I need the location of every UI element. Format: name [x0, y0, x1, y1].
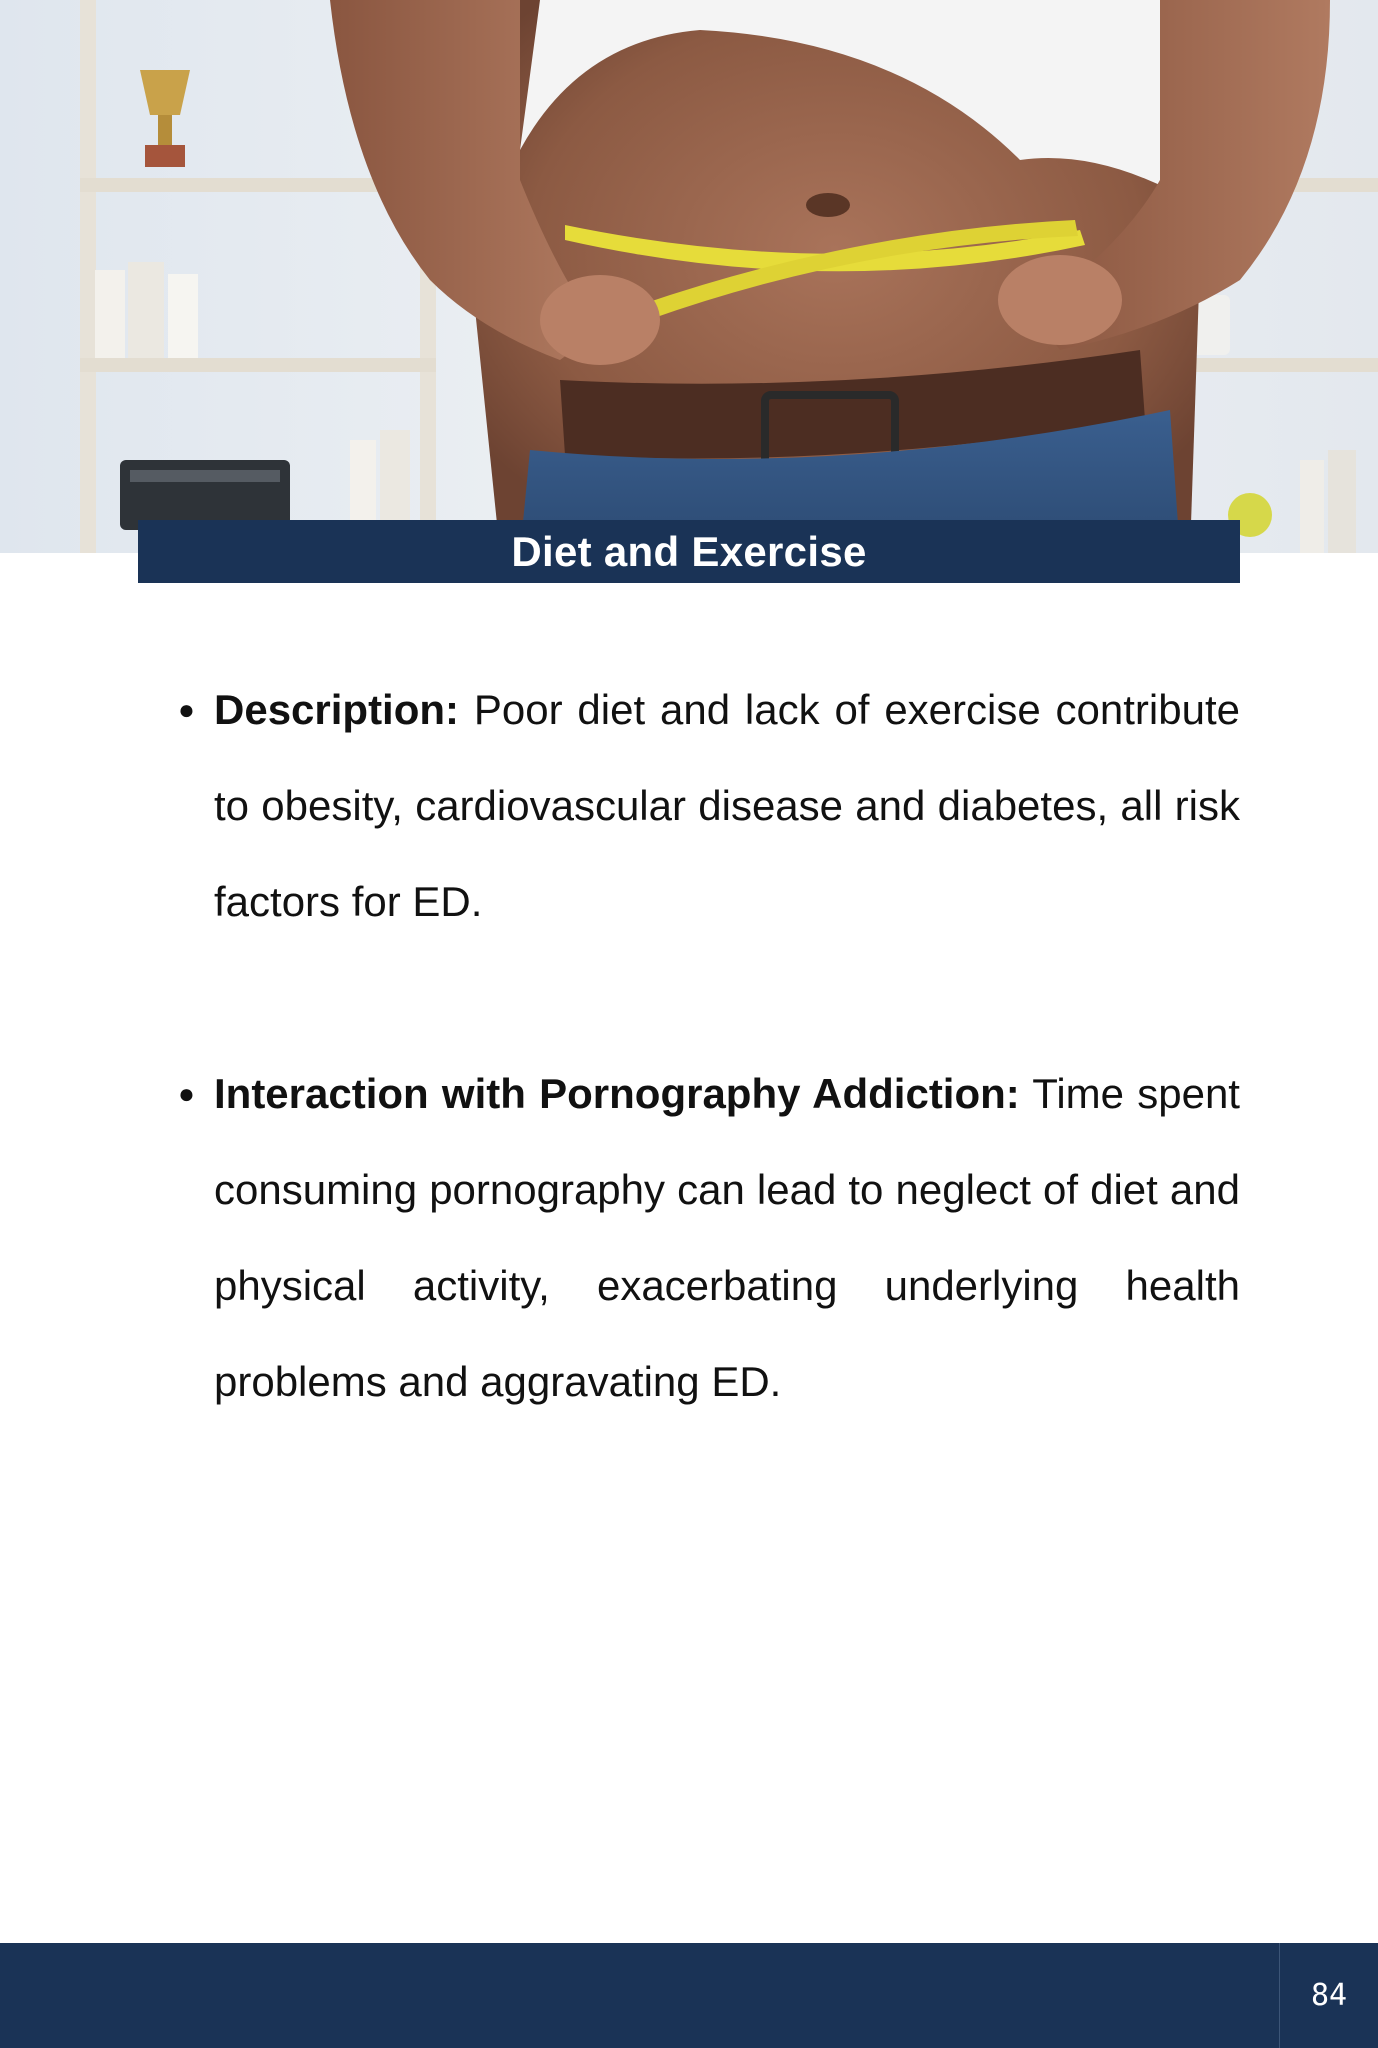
bullet-dot-icon: ● — [178, 694, 195, 725]
section-title-bar — [138, 520, 1240, 583]
bullet-label: Description: — [214, 686, 460, 733]
waist-measurement-photo — [0, 0, 1378, 553]
section-title: Diet and Exercise — [511, 527, 867, 575]
hero-image — [0, 0, 1378, 553]
bullet-interaction — [170, 1046, 1240, 1430]
bullet-list — [170, 662, 1240, 1430]
bullet-text: Poor diet and lack of exercise contribute to obesity, cardiovascular disease and diabetes, all risk factors for ED. — [214, 686, 1240, 925]
bullet-dot-icon: ● — [178, 1078, 195, 1109]
bullet-text: Time spent consuming pornography can lead to neglect of diet and physical activity, exacerbating underlying health problems and aggravating ED. — [214, 1070, 1240, 1405]
bullet-description — [170, 662, 1240, 950]
page-number-box — [1279, 1943, 1378, 2048]
bullet-label: Interaction with Pornography Addiction: — [214, 1070, 1020, 1117]
page-footer — [0, 1943, 1378, 2048]
page-number: 84 — [1310, 1978, 1348, 2013]
